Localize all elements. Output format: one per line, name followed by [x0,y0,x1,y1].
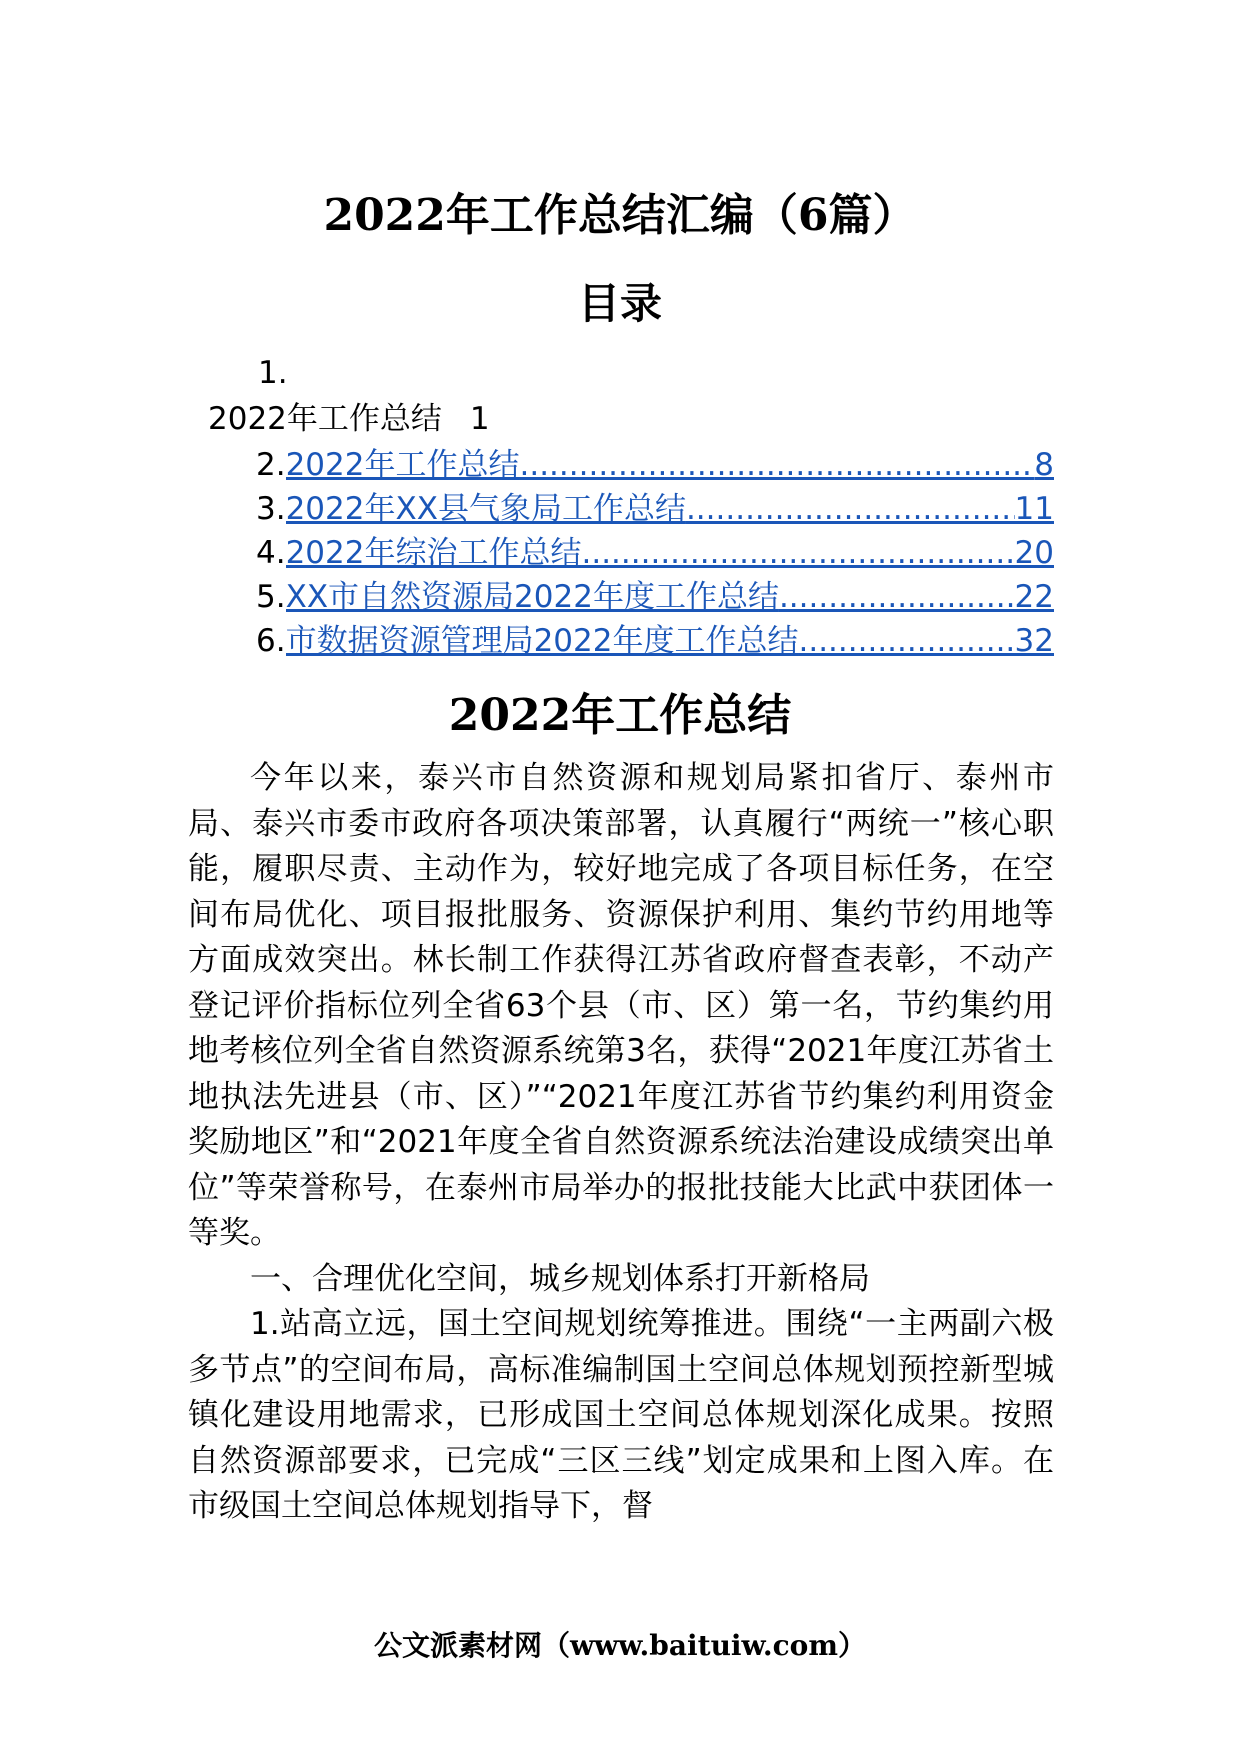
toc-entry-6 [256,620,1054,662]
toc-entry-title: 2022年工作总结 [285,447,520,483]
toc-entry-link[interactable] [286,488,1054,530]
toc-leader-dots [798,620,1014,662]
toc-entry-1 [208,398,490,440]
toc-entry-link[interactable] [286,532,1054,574]
toc-entry-title: 2022年XX县气象局工作总结 [285,491,686,527]
toc-entry-number: 5. [256,579,286,615]
toc-entry-number: 2. [256,447,286,483]
toc-entry-link[interactable] [286,444,1054,486]
toc-entry-page: 32 [1014,623,1054,659]
toc-entry-1-number: 1. [258,355,288,391]
toc-entry-number: 3. [256,491,286,527]
toc-entry-link[interactable] [286,576,1054,618]
section-title: 2022年工作总结 [448,690,792,741]
toc-entry-link[interactable] [286,620,1054,662]
toc-entry-5 [256,576,1054,618]
page-footer: 公文派素材网（www.baituiw.com） [374,1629,866,1662]
toc-entry-title: 2022年综治工作总结 [285,535,582,571]
document-title: 2022年工作总结汇编（6篇） [323,190,917,241]
toc-entry-3 [256,488,1054,530]
toc-leader-dots [581,532,1014,574]
body-paragraph: 1.站高立远，国土空间规划统筹推进。围绕“一主两副六极多节点”的空间布局，高标准编制国土空间总体规划预控新型城镇化建设用地需求，已形成国土空间总体规划深化成果。按照自然资源部要求，已完成“三区三线”划定成果和上图入库。在市级国土空间总体规划指导下，督 [188,1306,1054,1524]
toc-entry-2 [256,444,1054,486]
toc-entry-number: 6. [256,623,286,659]
toc-entry-number: 4. [256,535,286,571]
toc-entry-1-title: 2022年工作总结 [208,401,442,437]
toc-entry-page: 22 [1014,579,1054,615]
toc-entry-title: 市数据资源管理局2022年度工作总结 [285,623,799,659]
toc-leader-dots [779,576,1015,618]
toc-entry-page: 20 [1014,535,1054,571]
toc-heading: 目录 [577,279,662,328]
section-body [188,756,1054,1530]
body-paragraph: 今年以来，泰兴市自然资源和规划局紧扣省厅、泰州市局、泰兴市委市政府各项决策部署，认真履行“两统一”核心职能，履职尽责、主动作为，较好地完成了各项目标任务，在空间布局优化、项目报批服务、资源保护利用、集约节约用地等方面成效突出。林长制工作获得江苏省政府督查表彰，不动产登记评价指标位列全省63个县（市、区）第一名，节约集约用地考核位列全省自然资源系统第3名，获得“2021年度江苏省土地执法先进县（市、区）”“2021年度江苏省节约集约利用资金奖励地区”和“2021年度全省自然资源系统法治建设成绩突出单位”等荣誉称号，在泰州市局举办的报批技能大比武中获团体一等奖。 [188,760,1054,1251]
toc-entry-page: 8 [1034,447,1054,483]
toc-leader-dots [519,444,1034,486]
subsection-heading: 一、合理优化空间，城乡规划体系打开新格局 [250,1260,870,1297]
toc-entry-page: 11 [1014,491,1054,527]
toc-entry-4 [256,532,1054,574]
toc-entry-1-page: 1 [469,401,490,437]
toc-entry-title: XX市自然资源局2022年度工作总结 [285,579,779,615]
toc-leader-dots [686,488,1015,530]
